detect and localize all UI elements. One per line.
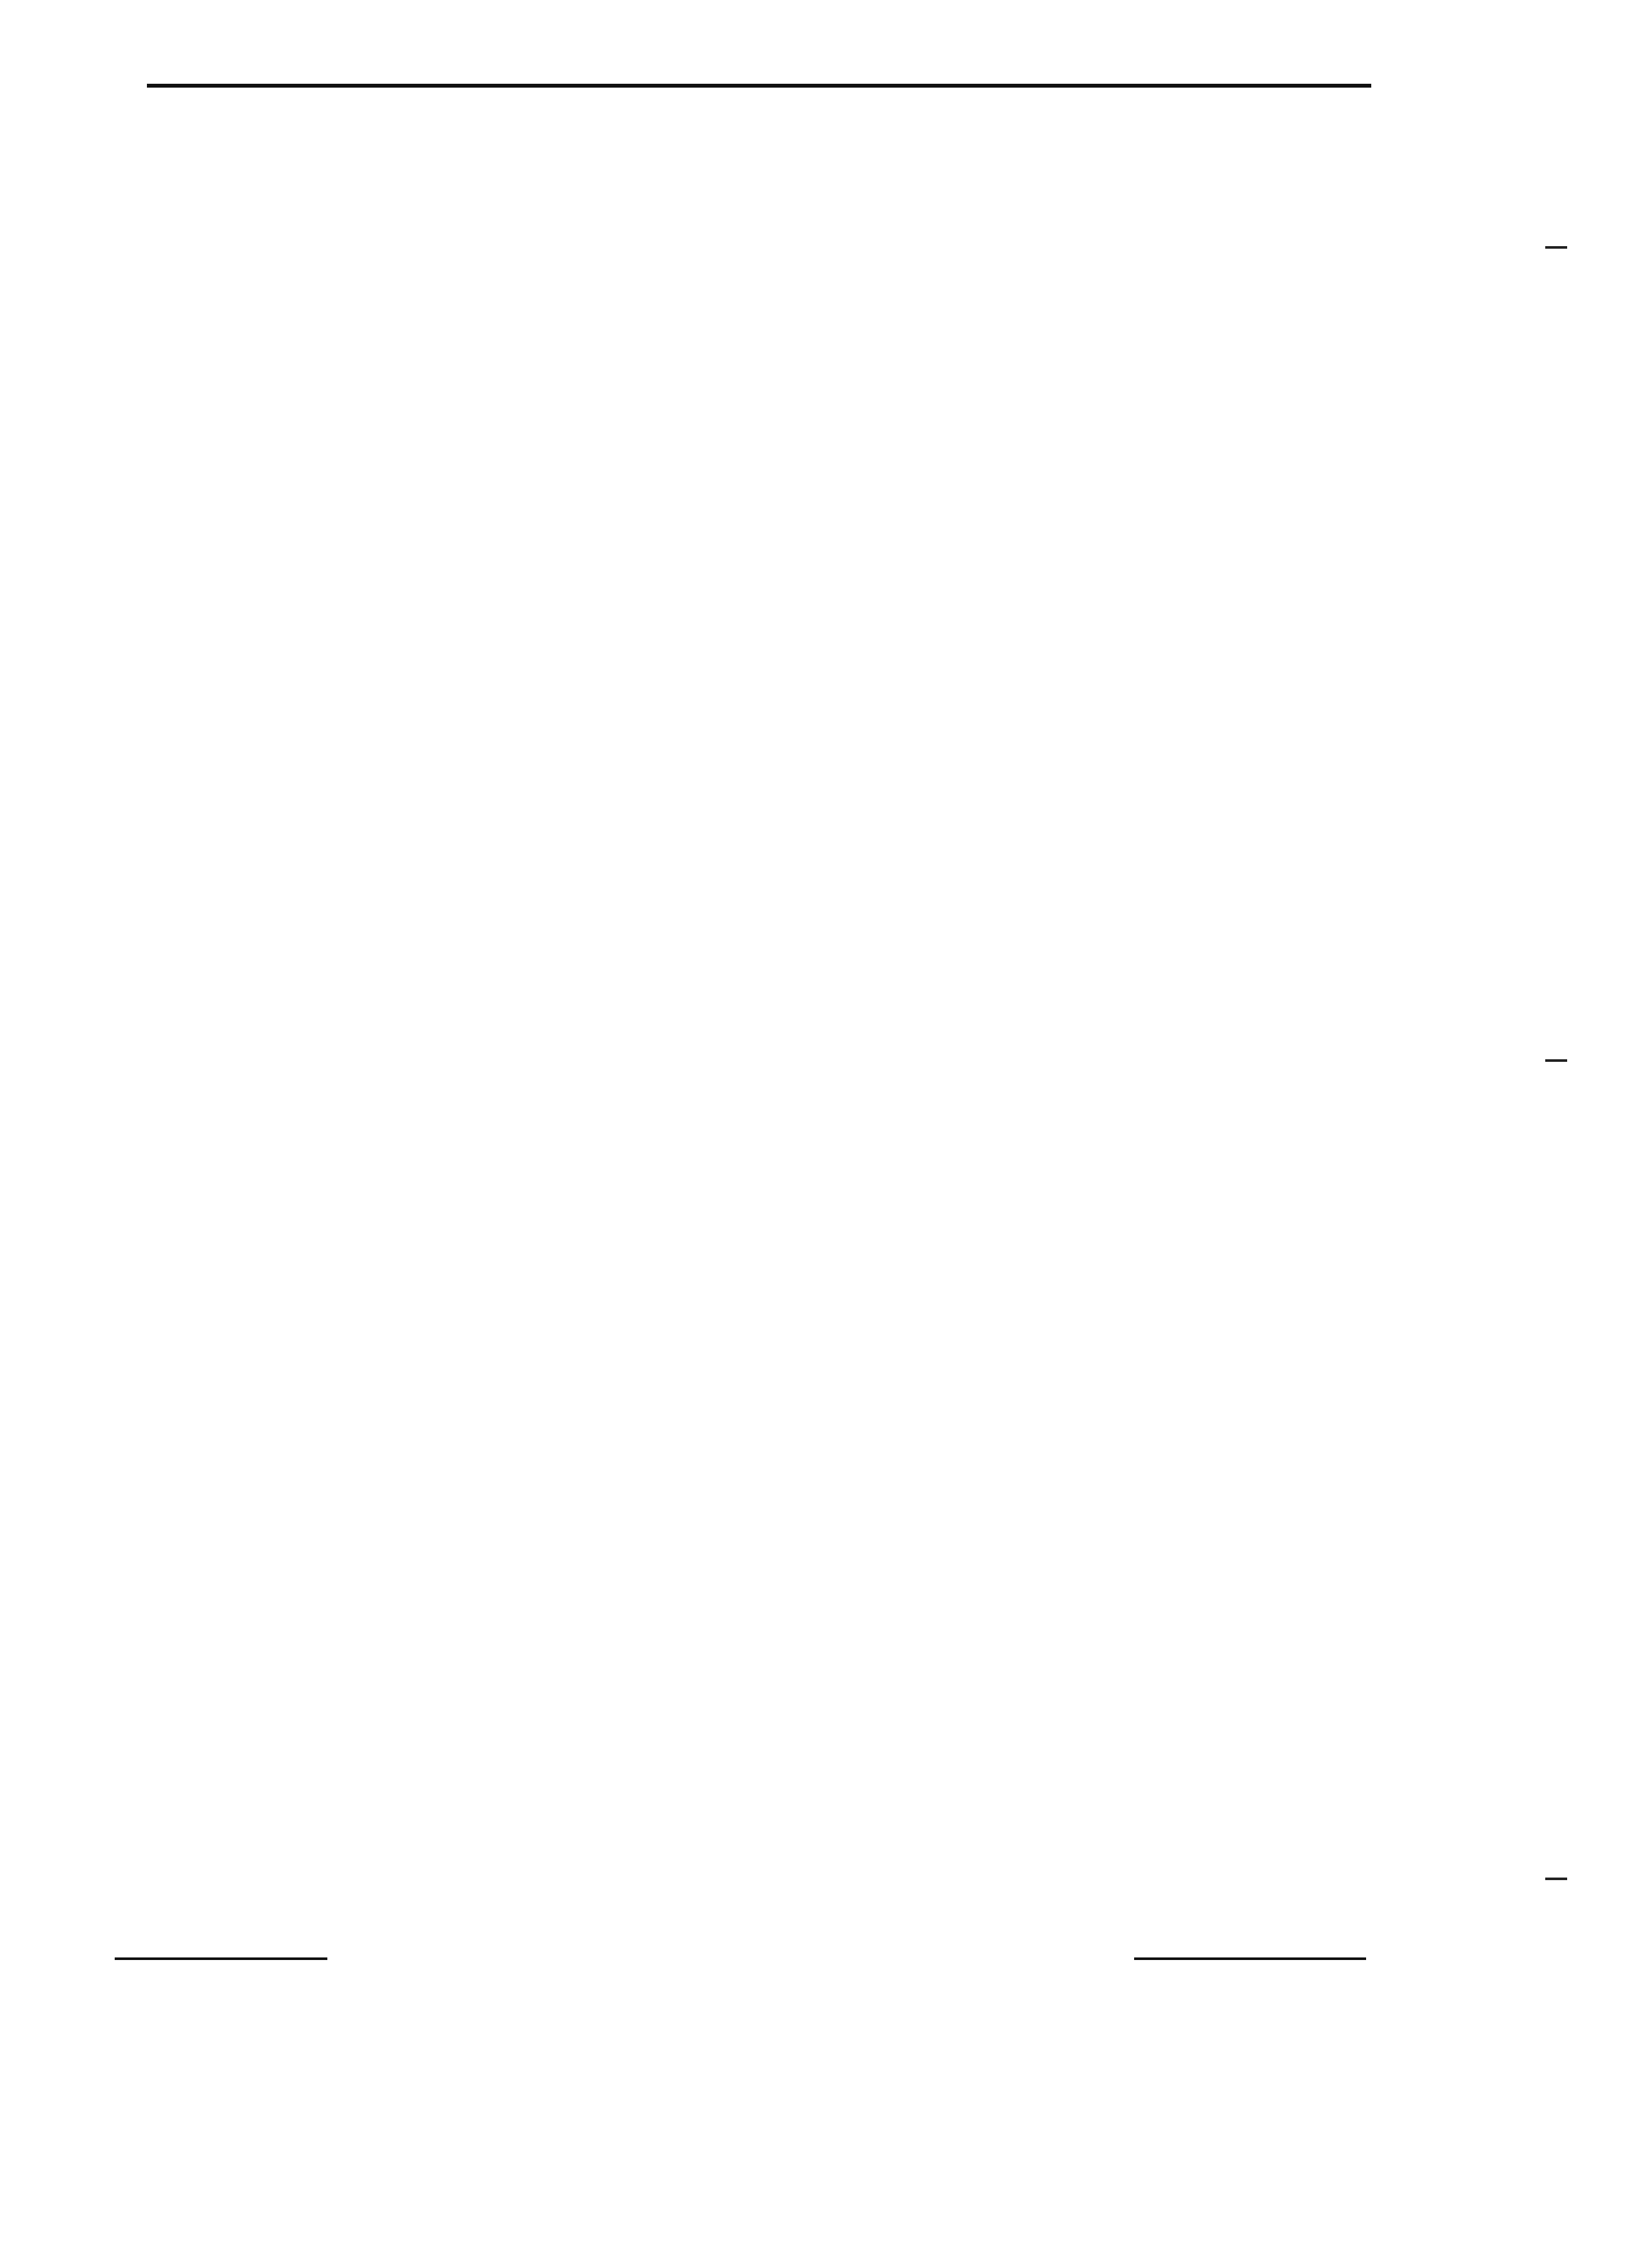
margin-mark bbox=[1545, 246, 1567, 249]
footer-rule bbox=[1134, 1957, 1366, 1960]
footer-rule bbox=[115, 1957, 327, 1960]
margin-mark bbox=[1545, 1878, 1567, 1880]
margin-mark bbox=[1545, 1059, 1567, 1062]
header-rule bbox=[147, 84, 1371, 88]
